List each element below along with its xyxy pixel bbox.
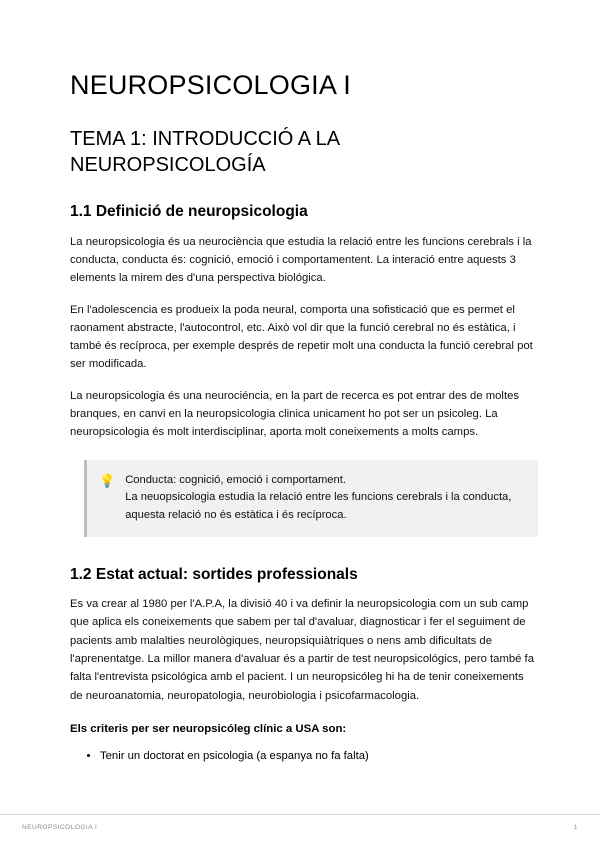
callout-line: Conducta: cognició, emoció i comportament. xyxy=(125,473,346,486)
paragraph: En l'adolescencia es produeix la poda neural, comporta una sofisticació que es permet el raonament abstracte, l'autocontrol, etc. Això vol dir que la funció cerebral no és estàtica, i també és recíproca, per exemple després de repetir molt una conducta la funció cerebral pot ser modificada. xyxy=(70,303,533,371)
section-heading-1-2: 1.2 Estat actual: sortides professionals xyxy=(70,565,358,583)
callout-box xyxy=(84,460,538,537)
criteria-list xyxy=(70,747,538,765)
page-title: NEUROPSICOLOGIA I xyxy=(70,70,351,100)
chapter-heading: TEMA 1: INTRODUCCIÓ A LA NEUROPSICOLOGÍA xyxy=(70,128,339,176)
paragraph: La neuropsicologia és una neurociéncia, en la part de recerca es pot entrar des de moltes branques, en canvi en la neuropsicologia clinica unicament ho pot ser un psicoleg. La neuropsicologia és molt interdisciplinar, aporta molt coneixements a molts camps. xyxy=(70,389,520,439)
list-item: • Tenir un doctorat en psicologia (a espanya no fa falta) xyxy=(100,747,538,765)
footer-page-number: 1 xyxy=(573,824,578,831)
page-footer xyxy=(0,814,600,848)
callout-text xyxy=(125,472,524,525)
callout-line: La neuopsicologia estudia la relació entre les funcions cerebrals i la conducta, aquesta relació no és estàtica i és recíproca. xyxy=(125,491,512,521)
footer-label: NEUROPSICOLOGIA I xyxy=(22,824,98,831)
paragraph: Es va crear al 1980 per l'A.P.A, la divisió 40 i va definir la neuropsicologia com un sub camp que aplica els coneixements que sabem per tal d'avaluar, diagnosticar i fer el seguiment de pacients amb malalties neurològiques, neuropsiquiàtriques o nens amb dificultats de l'aprenentatge. La millor manera d'avaluar és a partir de test neuropsicológics, pero també fa falta l'entrevista psicológica amb el pacient. I un neuropsicóleg hi ha de tenir coneixements de neuroanatomia, neuropatologia, neurobiologia i psicofarmacologia. xyxy=(70,598,534,702)
criteria-lead: Els criteris per ser neuropsicóleg clínic a USA son: xyxy=(70,722,347,735)
section-heading-1-1: 1.1 Definició de neuropsicologia xyxy=(70,203,308,221)
lightbulb-icon: 💡 xyxy=(99,472,116,488)
paragraph: La neuropsicologia és ua neurociència que estudia la relació entre les funcions cerebrals i la conducta, conducta és: cognició, emoció i comportamentent. La interació entre aquests 3 elements la mirem des d'una perspectiva biológica. xyxy=(70,235,532,285)
